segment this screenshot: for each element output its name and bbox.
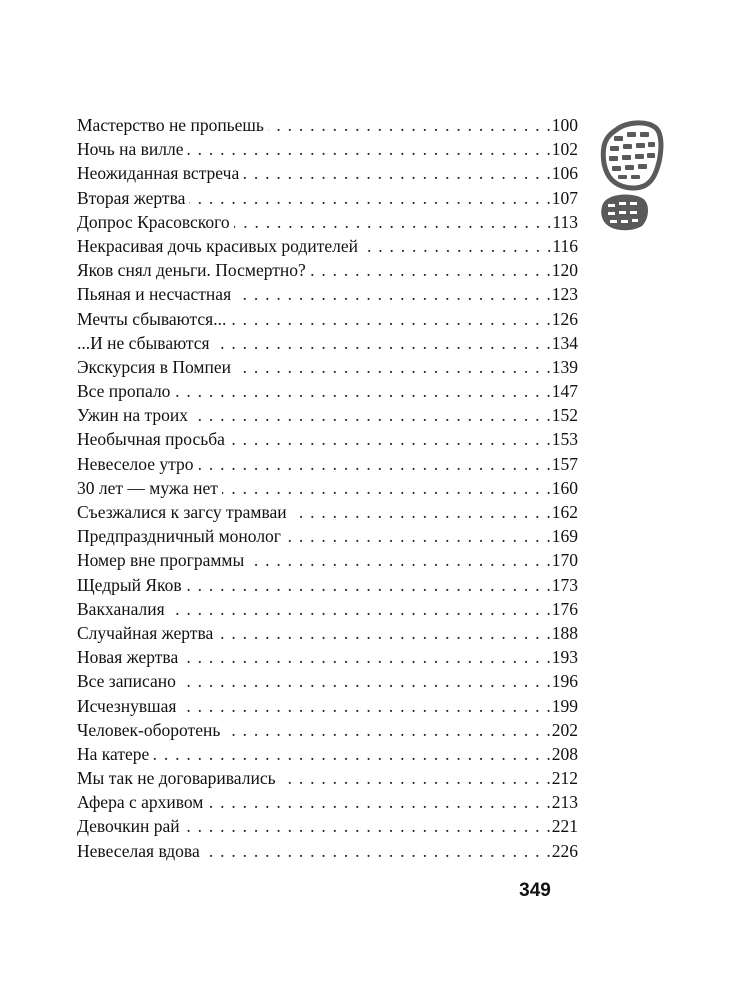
toc-leader-dots: [285, 524, 551, 548]
toc-entry-page: 116: [552, 235, 578, 256]
toc-leader-dots: [217, 621, 551, 645]
toc-entry-page: 126: [551, 308, 578, 329]
toc-entry-page: 170: [551, 550, 578, 571]
toc-entry: [77, 379, 578, 403]
toc-entry-title: Неожиданная встреча: [77, 163, 240, 184]
toc-entry-title: Все пропало: [77, 381, 171, 402]
toc-entry: [77, 210, 578, 234]
toc-leader-dots: [180, 669, 551, 693]
toc-entry-page: 162: [551, 502, 578, 522]
toc-entry-page: 157: [551, 453, 578, 474]
toc-leader-dots: [174, 379, 550, 403]
toc-leader-dots: [248, 548, 550, 572]
toc-entry-page: 226: [551, 840, 578, 861]
bootprint-icon: [596, 118, 664, 236]
toc-entry: [77, 113, 578, 137]
toc-entry-title: Невеселое утро: [77, 453, 194, 474]
toc-entry: [77, 258, 578, 282]
toc-entry-title: Все записано: [77, 671, 176, 692]
toc-leader-dots: [268, 113, 551, 137]
toc-entry-title: На катере: [77, 743, 150, 764]
toc-entry: [77, 524, 578, 548]
toc-entry: [77, 669, 578, 693]
toc-entry: [77, 742, 578, 766]
toc-entry: [77, 573, 578, 597]
toc-entry: [77, 548, 578, 572]
toc-entry-page: 202: [551, 719, 578, 740]
toc-entry-title: Мы так не договаривались: [77, 768, 276, 789]
toc-entry-page: 188: [551, 622, 578, 643]
toc-entry-page: 134: [551, 332, 578, 353]
toc-entry: [77, 161, 578, 185]
toc-entry: [77, 307, 578, 331]
toc-entry-title: Допрос Красовского: [77, 211, 230, 232]
toc-entry-page: 147: [551, 381, 578, 402]
toc-entry-title: 30 лет — мужа нет: [77, 477, 218, 498]
toc-entry-page: 107: [551, 187, 578, 208]
toc-entry: [77, 282, 578, 306]
toc-entry-page: 139: [551, 356, 578, 377]
toc-leader-dots: [169, 597, 551, 621]
toc-leader-dots: [182, 645, 551, 669]
toc-entry: [77, 694, 578, 718]
toc-entry: [77, 766, 578, 790]
toc-leader-dots: [187, 137, 550, 161]
toc-entry: [77, 500, 578, 524]
toc-leader-dots: [229, 427, 551, 451]
toc-entry-title: Предпраздничный монолог: [77, 526, 281, 547]
toc-entry-title: Яков снял деньги. Посмертно?: [77, 260, 306, 281]
toc-entry: [77, 621, 578, 645]
toc-entry-title: Новая жертва: [77, 647, 179, 668]
toc-leader-dots: [189, 186, 550, 210]
toc-entry-page: 173: [551, 574, 578, 595]
toc-leader-dots: [184, 814, 551, 838]
toc-entry-page: 152: [551, 405, 578, 426]
toc-entry-page: 120: [551, 260, 578, 281]
toc-leader-dots: [222, 476, 551, 500]
toc-entry-page: 193: [551, 647, 578, 668]
toc-entry: [77, 645, 578, 669]
toc-entry-page: 213: [551, 792, 578, 813]
toc-entry-title: Случайная жертва: [77, 622, 214, 643]
toc-entry-title: Мастерство не пропьешь: [77, 115, 264, 135]
toc-leader-dots: [197, 452, 550, 476]
toc-entry: [77, 355, 578, 379]
toc-entry-title: Девочкин рай: [77, 816, 180, 837]
toc-entry: [77, 839, 578, 863]
toc-leader-dots: [362, 234, 551, 258]
toc-entry: [77, 331, 578, 355]
toc-entry-page: 196: [551, 671, 578, 692]
toc-entry-title: Ночь на вилле: [77, 139, 184, 160]
toc-entry-title: Пьяная и несчастная: [77, 284, 232, 305]
toc-entry-page: 160: [551, 477, 578, 498]
toc-entry-title: Съезжалися к загсу трамваи: [77, 502, 287, 522]
toc-leader-dots: [234, 210, 552, 234]
toc-entry-page: 208: [551, 743, 578, 764]
toc-leader-dots: [214, 331, 551, 355]
toc-entry-title: Человек-оборотень: [77, 719, 221, 740]
toc-leader-dots: [204, 839, 551, 863]
toc-entry-page: 100: [551, 115, 578, 135]
toc-entry: [77, 790, 578, 814]
toc-entry: [77, 814, 578, 838]
toc-entry: [77, 476, 578, 500]
toc-entry-title: Мечты сбываются...: [77, 308, 227, 329]
toc-entry-page: 212: [551, 768, 578, 789]
toc-entry-title: Необычная просьба: [77, 429, 225, 450]
toc-entry-title: Исчезнувшая: [77, 695, 177, 716]
toc-entry-page: 153: [551, 429, 578, 450]
toc-leader-dots: [180, 694, 550, 718]
toc-leader-dots: [235, 355, 551, 379]
toc-leader-dots: [207, 790, 550, 814]
toc-entry-page: 106: [551, 163, 578, 184]
toc-entry-title: ...И не сбываются: [77, 332, 210, 353]
toc-entry-title: Номер вне программы: [77, 550, 245, 571]
toc-entry-page: 102: [551, 139, 578, 160]
toc-entry-title: Экскурсия в Помпеи: [77, 356, 231, 377]
toc-entry: [77, 427, 578, 451]
toc-entry: [77, 137, 578, 161]
toc-entry-title: Афера с архивом: [77, 792, 204, 813]
table-of-contents: [77, 113, 578, 863]
toc-leader-dots: [192, 403, 551, 427]
toc-leader-dots: [153, 742, 550, 766]
toc-leader-dots: [243, 161, 551, 185]
toc-entry-page: 199: [551, 695, 578, 716]
toc-entry-page: 123: [551, 284, 578, 305]
toc-entry-page: 169: [551, 526, 578, 547]
toc-leader-dots: [310, 258, 551, 282]
page-number: 349: [519, 880, 551, 901]
toc-entry-page: 113: [552, 211, 578, 232]
toc-entry-page: 176: [551, 598, 578, 619]
toc-entry-title: Вторая жертва: [77, 187, 186, 208]
toc-entry-title: Вакханалия: [77, 598, 165, 619]
toc-entry: [77, 403, 578, 427]
toc-entry: [77, 186, 578, 210]
toc-entry: [77, 452, 578, 476]
toc-entry: [77, 718, 578, 742]
toc-leader-dots: [186, 573, 551, 597]
toc-leader-dots: [280, 766, 551, 790]
toc-entry: [77, 234, 578, 258]
toc-entry-title: Некрасивая дочь красивых родителей: [77, 235, 358, 256]
toc-entry-title: Невеселая вдова: [77, 840, 200, 861]
toc-entry-title: Ужин на троих: [77, 405, 189, 426]
toc-leader-dots: [235, 282, 551, 306]
toc-leader-dots: [224, 718, 550, 742]
toc-entry-title: Щедрый Яков: [77, 574, 182, 595]
toc-leader-dots: [291, 500, 551, 524]
toc-entry-page: 221: [551, 816, 578, 837]
toc-entry: [77, 597, 578, 621]
toc-leader-dots: [230, 307, 550, 331]
